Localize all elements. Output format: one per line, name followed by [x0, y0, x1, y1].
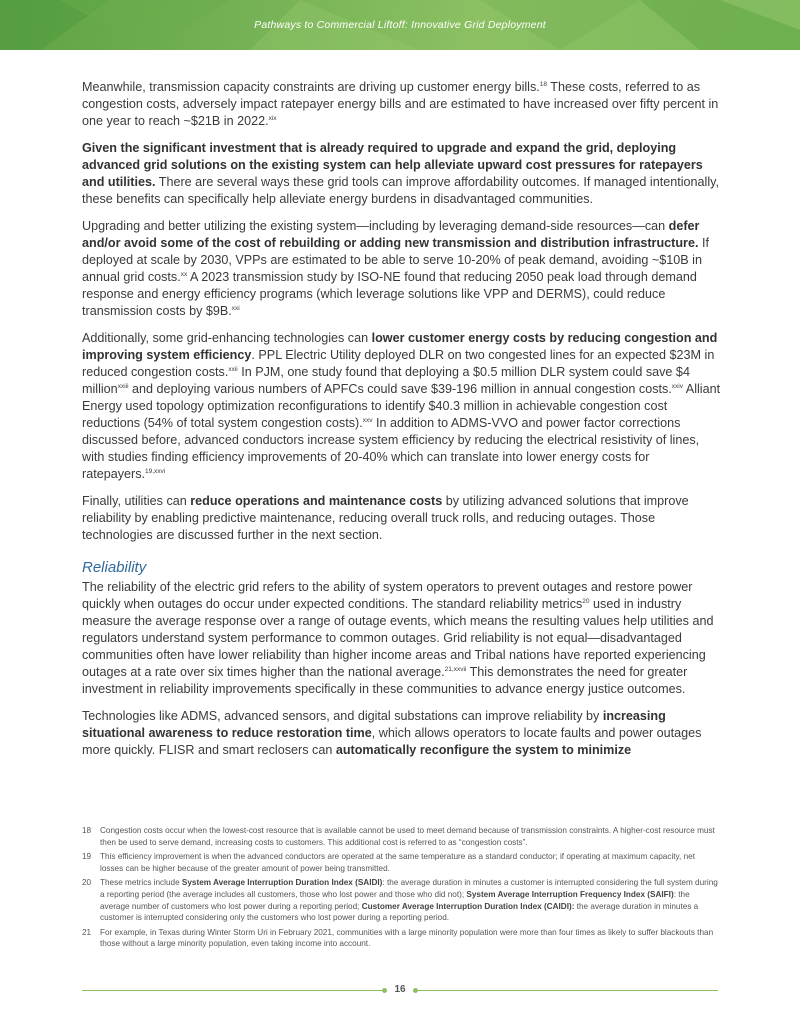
text: : the average number of customers who lost power during a reporting period; — [100, 889, 690, 911]
paragraph-investment — [82, 140, 722, 208]
endnote-ref: xxiv — [671, 383, 683, 390]
endnote-ref: xxi — [231, 305, 240, 312]
bold-text: Customer Average Interruption Duration Index (CAIDI): — [361, 901, 575, 911]
footnote-text: Congestion costs occur when the lowest-cost resource that is available cannot be used to meet demand because of transmission constraints. A higher-cost resource must then be used to serve demand, increasing costs to customers. This additional cost is referred to as “congestion costs”. — [100, 826, 715, 847]
paragraph-technologies — [82, 708, 722, 759]
text: : the average duration in minutes a customer is interrupted considering the full system during a reporting period (the average includes all customers, those who lost power and those who did not); — [100, 878, 718, 899]
text: The reliability of the electric grid refers to the ability of system operators to prevent outages and restore power quickly when outages do occur under expected conditions. The standard reliability metrics — [82, 580, 693, 611]
footnote-ref: 21,xxvii — [444, 666, 467, 673]
bold-text: System Average Interruption Duration Index (SAIDI) — [181, 878, 383, 888]
text: A 2023 transmission study by ISO-NE found that reducing 2050 peak load through demand response and energy efficiency programs (which leverage solutions like VPP and DERMS), could reduce transmission costs by $9B. — [82, 270, 697, 318]
footnote-number: 21 — [82, 927, 92, 937]
section-heading-reliability: Reliability — [82, 559, 147, 576]
text: This demonstrates the need for greater investment in reliability improvements specifically in these communities to advance energy justice outcomes. — [82, 665, 688, 696]
footnote-text: This efficiency improvement is when the advanced conductors are operated at the same temperature as a standard conductor; if operating at maximum capacity, net losses can be higher because of the greater amount of power being transmitted. — [100, 852, 695, 873]
paragraph-upgrading — [82, 218, 722, 320]
text: Additionally, some grid-enhancing technologies can — [82, 331, 372, 345]
text: In PJM, one study found that deploying a $0.5 million DLR system could save $4 million — [82, 365, 690, 396]
endnote-ref: xxii — [228, 366, 238, 373]
text: Alliant Energy used topology optimization reconfigurations to identify $40.3 million in achievable congestion cost reductions (54% of total system congestion costs). — [82, 382, 721, 430]
main-content — [82, 79, 722, 769]
text: by utilizing advanced solutions that improve reliability by enabling predictive maintenance, reducing overall truck rolls, and reducing outages. Those technologies are discussed further in the next section. — [82, 494, 689, 542]
page-footer — [82, 984, 718, 998]
paragraph-reliability — [82, 579, 722, 698]
paragraph-congestion-costs — [82, 79, 722, 130]
text: used in industry measure the average response over a range of outage events, which means the resulting values help utilities and regulators understand system performance to common outages. Grid reliability is not equal—disadvantaged communities often have lower reliability than higher income areas and Tribal nations have reported experiencing outages at a rate over six times higher than the national average. — [82, 597, 714, 679]
footnote-19 — [82, 851, 718, 874]
text: and deploying various numbers of APFCs could save $39-196 million in annual congestion costs. — [128, 382, 672, 396]
text: . PPL Electric Utility deployed DLR on two congested lines for an expected $23M in reduced congestion costs. — [82, 348, 715, 379]
footnotes — [82, 825, 718, 953]
text: , which allows operators to locate faults and power outages more quickly. FLISR and smart reclosers can — [82, 726, 702, 757]
footnote-number: 20 — [82, 878, 92, 888]
document-title: Pathways to Commercial Liftoff: Innovative Grid Deployment — [254, 19, 546, 31]
bold-text: lower customer energy costs by reducing congestion and improving system efficiency — [82, 331, 718, 362]
footnote-20 — [82, 877, 718, 923]
endnote-ref: xx — [180, 271, 188, 278]
endnote-ref: xix — [268, 115, 277, 122]
bold-text: Given the significant investment that is already required to upgrade and expand the grid, deploying advanced grid solutions on the existing system can help alleviate upward cost pressures for ratepayers and utilities. — [82, 141, 703, 189]
text: Upgrading and better utilizing the existing system—including by leveraging demand-side resources—can — [82, 219, 669, 233]
page-number: 16 — [394, 984, 406, 995]
paragraph-grid-enhancing — [82, 330, 722, 483]
bold-text: reduce operations and maintenance costs — [190, 494, 443, 508]
text: Finally, utilities can — [82, 494, 191, 508]
endnote-ref: xxv — [362, 417, 373, 424]
footer-rule-right — [418, 990, 718, 991]
text: If deployed at scale by 2030, VPPs are estimated to be able to serve 10-20% of peak demand, avoiding ~$10B in annual grid costs. — [82, 236, 709, 284]
text: In addition to ADMS-VVO and power factor corrections discussed before, advanced conductors increase system efficiency by reducing the electrical resistivity of lines, with studies finding efficiency improvements of 20-40% which can translate into lower energy costs for ratepayers. — [82, 416, 700, 481]
footnote-text: For example, in Texas during Winter Storm Uri in February 2021, communities with a large minority population were more than four times as likely to suffer blackouts than those without a large minority population, even taking income into account. — [100, 927, 714, 949]
endnote-ref: xxiii — [117, 383, 129, 390]
footnote-ref: 19,xxvi — [145, 468, 166, 475]
footnote-number: 19 — [82, 852, 92, 862]
footnote-21 — [82, 927, 718, 950]
footnote-text — [100, 877, 718, 923]
paragraph-operations-maintenance — [82, 493, 722, 544]
bold-text: System Average Interruption Frequency Index (SAIFI) — [466, 889, 674, 899]
footnote-ref: 18 — [539, 81, 548, 88]
text: These metrics include — [100, 878, 182, 888]
text: Meanwhile, transmission capacity constraints are driving up customer energy bills. — [82, 80, 540, 94]
text: There are several ways these grid tools can improve affordability outcomes. If managed intentionally, these benefits can specifically help alleviate energy burdens in disadvantaged communities. — [82, 175, 719, 206]
header-banner — [0, 0, 800, 50]
footnote-18 — [82, 825, 718, 848]
footnote-ref: 20 — [582, 598, 590, 605]
text: the average duration in minutes a customer is interrupted considering only the customers who lost power during a reporting period. — [100, 901, 699, 923]
bold-text: defer and/or avoid some of the cost of rebuilding or adding new transmission and distribution infrastructure. — [82, 219, 700, 250]
bold-text: automatically reconfigure the system to minimize — [335, 743, 632, 757]
footnote-number: 18 — [82, 826, 92, 835]
text: Technologies like ADMS, advanced sensors, and digital substations can improve reliability by — [82, 709, 603, 723]
text: These costs, referred to as congestion costs, adversely impact ratepayer energy bills and are estimated to have increased over fifty percent in one year to reach ~$21B in 2022. — [82, 80, 719, 128]
bold-text: increasing situational awareness to reduce restoration time — [82, 709, 666, 740]
